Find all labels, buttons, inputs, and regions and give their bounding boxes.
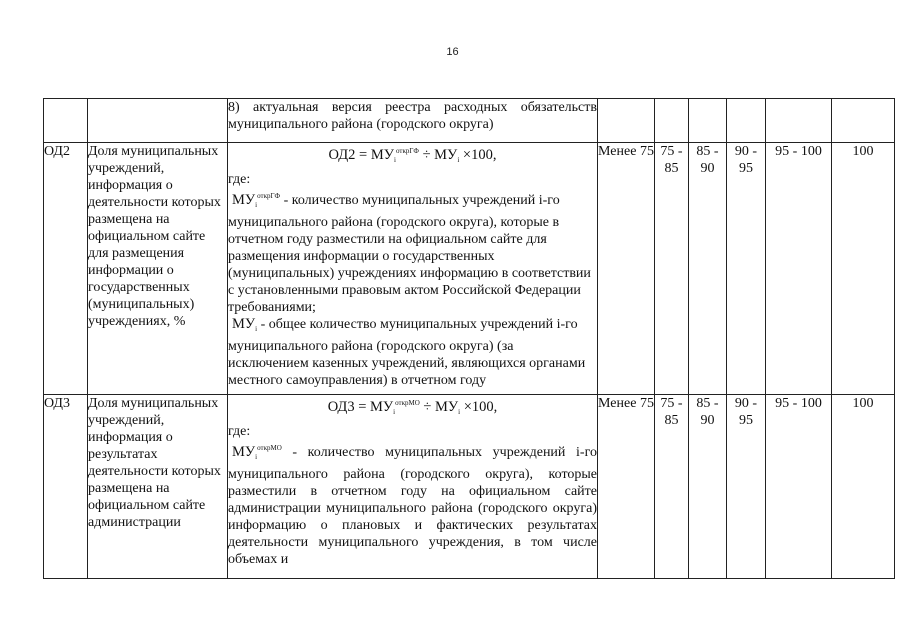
- variable-definition: $МУ_i$ - общее количество муниципальных учреждений i-го муниципального района (городского округа) (за исключением казенных учреждений, являющихся органами местного самоуправления) в отчетном году: [228, 316, 586, 388]
- band-cell: 85 - 90: [689, 395, 727, 579]
- band-cell: 90 - 95: [727, 143, 766, 395]
- band-cell: 75 - 85: [655, 143, 689, 395]
- formula-cell: [228, 395, 598, 579]
- formula: $ОД3 = МУ_i^{открМО} \div МУ_i \times 100$,: [327, 399, 498, 416]
- band-cell: 85 - 90: [689, 143, 727, 395]
- variable-definition: $МУ_i^{открГФ}$ - количество муниципальных учреждений i-го муниципального района (городского округа), которые в отчетном году разместили на официальном сайте для размещения информации о государственных (муниципальных) учреждениях информацию в соответствии с установленными правовым актом Российской Федерации требованиями;: [228, 192, 591, 315]
- band-cell: 100: [832, 143, 895, 395]
- list-item-text: 8) актуальная версия реестра расходных обязательств муниципального района (городского округа): [228, 100, 597, 132]
- name-cell: [88, 99, 228, 143]
- indicator-code: ОД2: [44, 143, 88, 395]
- indicator-code: ОД3: [44, 395, 88, 579]
- table-row: [44, 395, 895, 579]
- band-cell: Менее 75: [598, 395, 655, 579]
- indicator-name: Доля муниципальных учреждений, информация о деятельности которых размещена на официальном сайте для размещения информации о государственных (муниципальных) учреждениях, %: [88, 143, 228, 395]
- where-label: где:: [228, 424, 251, 439]
- table-row: [44, 143, 895, 395]
- band-cell: 95 - 100: [766, 143, 832, 395]
- indicator-name: Доля муниципальных учреждений, информация о результатах деятельности которых размещена на официальном сайте администрации: [88, 395, 228, 579]
- table-row: [44, 99, 895, 143]
- band-cell: 95 - 100: [766, 395, 832, 579]
- formula-cell: [228, 99, 598, 143]
- page-number: 16: [446, 46, 459, 58]
- code-cell: [44, 99, 88, 143]
- band-cell: Менее 75: [598, 143, 655, 395]
- band-cell: 100: [832, 395, 895, 579]
- indicators-table: [43, 98, 895, 579]
- band-cell: 75 - 85: [655, 395, 689, 579]
- variable-definition: $МУ_i^{открМО}$ - количество муниципальных учреждений i-го муниципального района (городского округа), которые разместили в отчетном году на официальном сайте администрации муниципального района (городского округа) информацию о плановых и фактических результатах деятельности муниципального учреждения, в том числе объемах и: [228, 444, 597, 567]
- formula: $ОД2 = МУ_i^{открГФ} \div МУ_i \times 100$,: [328, 147, 497, 164]
- band-cell: 90 - 95: [727, 395, 766, 579]
- formula-cell: [228, 143, 598, 395]
- where-label: где:: [228, 172, 251, 187]
